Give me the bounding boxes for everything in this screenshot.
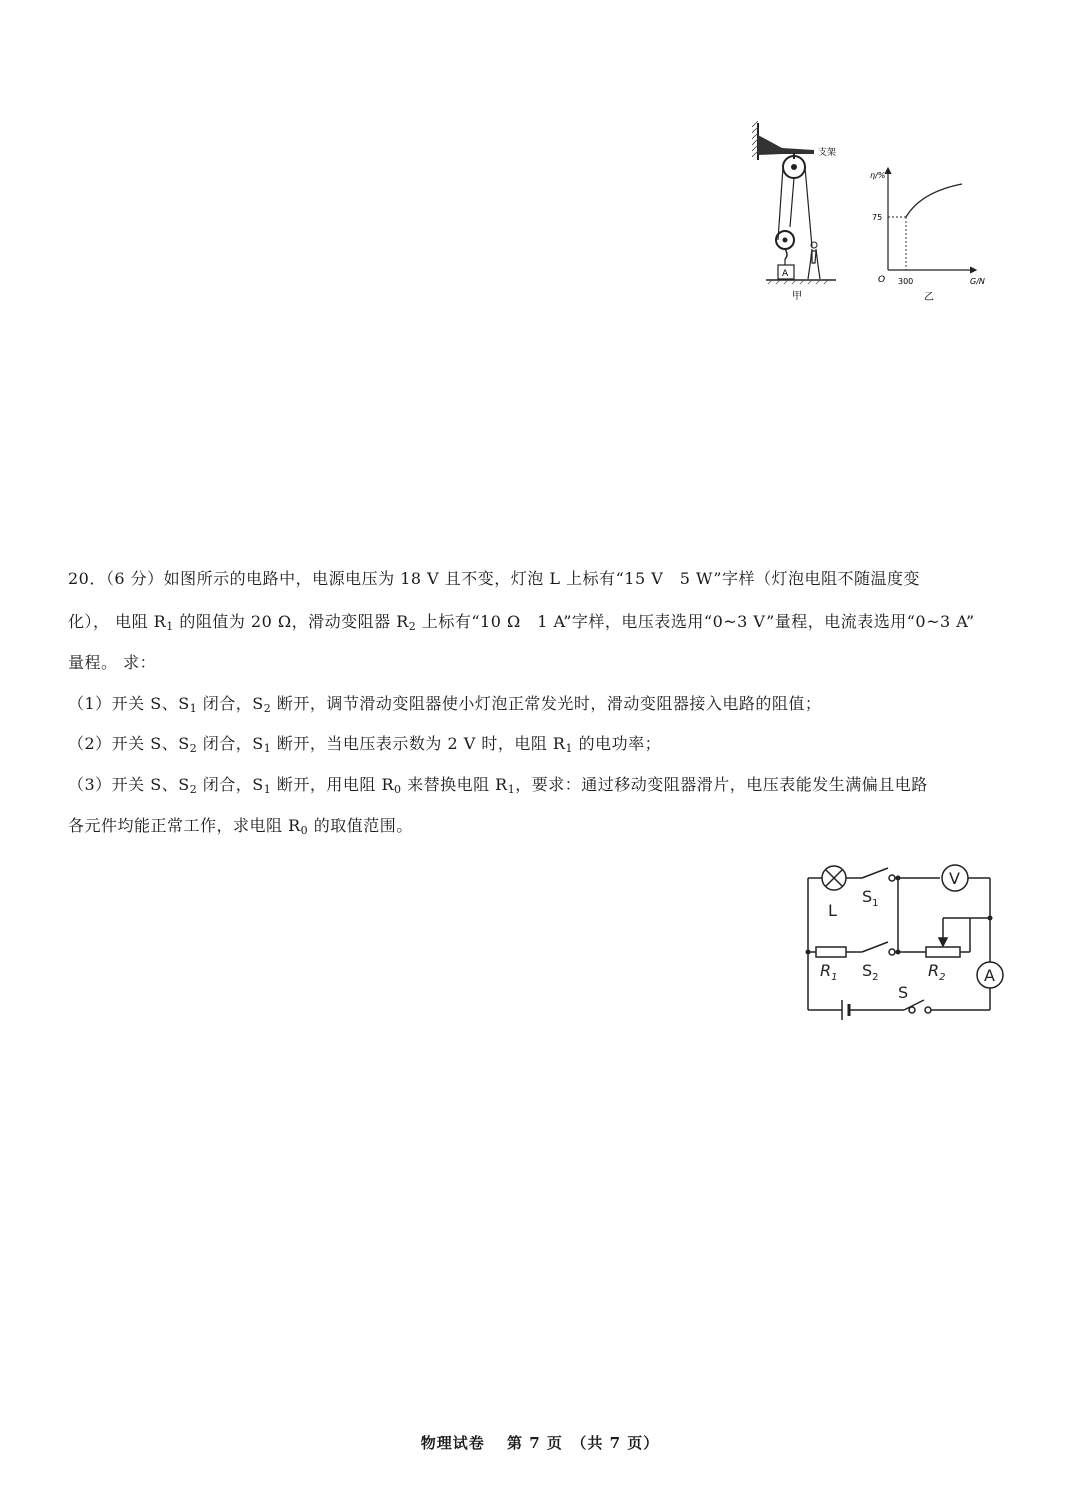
x-tick-300: 300: [898, 277, 914, 286]
question-20-part-3: （3）开关 S、$S_2$ 闭合，$S_1$ 断开，用电阻 $R_0$ 来替换电阻 $R_1$，要求：通过移动变阻器滑片，电压表能发生满偏且电路: [68, 775, 928, 796]
graph-caption: 乙: [924, 292, 934, 303]
question-20-line-3: 量程。 求：: [68, 653, 157, 672]
question-20-part-2: （2）开关 S、$S_2$ 闭合，$S_1$ 断开，当电压表示数为 2 V 时，电阻 $R_1$ 的电功率；: [68, 734, 662, 755]
support-label: 支架: [818, 148, 837, 158]
weight-label: A: [782, 269, 789, 279]
x-axis-label: G/N: [970, 277, 985, 286]
efficiency-curve: [906, 184, 962, 217]
switch-s2-label: $S_2$: [862, 961, 879, 983]
y-axis-label: η/%: [870, 171, 886, 180]
switch-s1-label: $S_1$: [862, 887, 879, 909]
page-footer: 物理试卷 第 7 页 （共 7 页）: [420, 1434, 660, 1452]
pulley-caption: 甲: [792, 291, 802, 302]
efficiency-graph: [866, 160, 996, 308]
pulley-figure: [752, 115, 852, 310]
lamp-label: L: [828, 901, 837, 920]
ammeter-label: A: [984, 966, 995, 985]
circuit-diagram: [800, 858, 1020, 1028]
origin-label: O: [878, 275, 886, 285]
y-tick-75: 75: [872, 213, 883, 222]
question-20-part-3-cont: 各元件均能正常工作，求电阻 $R_0$ 的取值范围。: [68, 816, 413, 837]
r1-label: $R_1$: [820, 961, 838, 983]
voltmeter-label: V: [949, 869, 960, 888]
question-20-line-1: 20．（6 分）如图所示的电路中，电源电压为 18 V 且不变，灯泡 L 上标有“15 V 5 W”字样（灯泡电阻不随温度变: [68, 569, 920, 588]
r2-label: $R_2$: [928, 961, 946, 983]
main-switch-label: S: [898, 983, 909, 1002]
question-20-line-2: 化）， 电阻 $R_1$ 的阻值为 20 Ω，滑动变阻器 $R_2$ 上标有“10 Ω 1 A”字样，电压表选用“0~3 V”量程，电流表选用“0~3 A”: [68, 612, 975, 633]
question-20-part-1: （1）开关 S、$S_1$ 闭合，$S_2$ 断开，调节滑动变阻器使小灯泡正常发光时，滑动变阻器接入电路的阻值；: [68, 694, 822, 715]
